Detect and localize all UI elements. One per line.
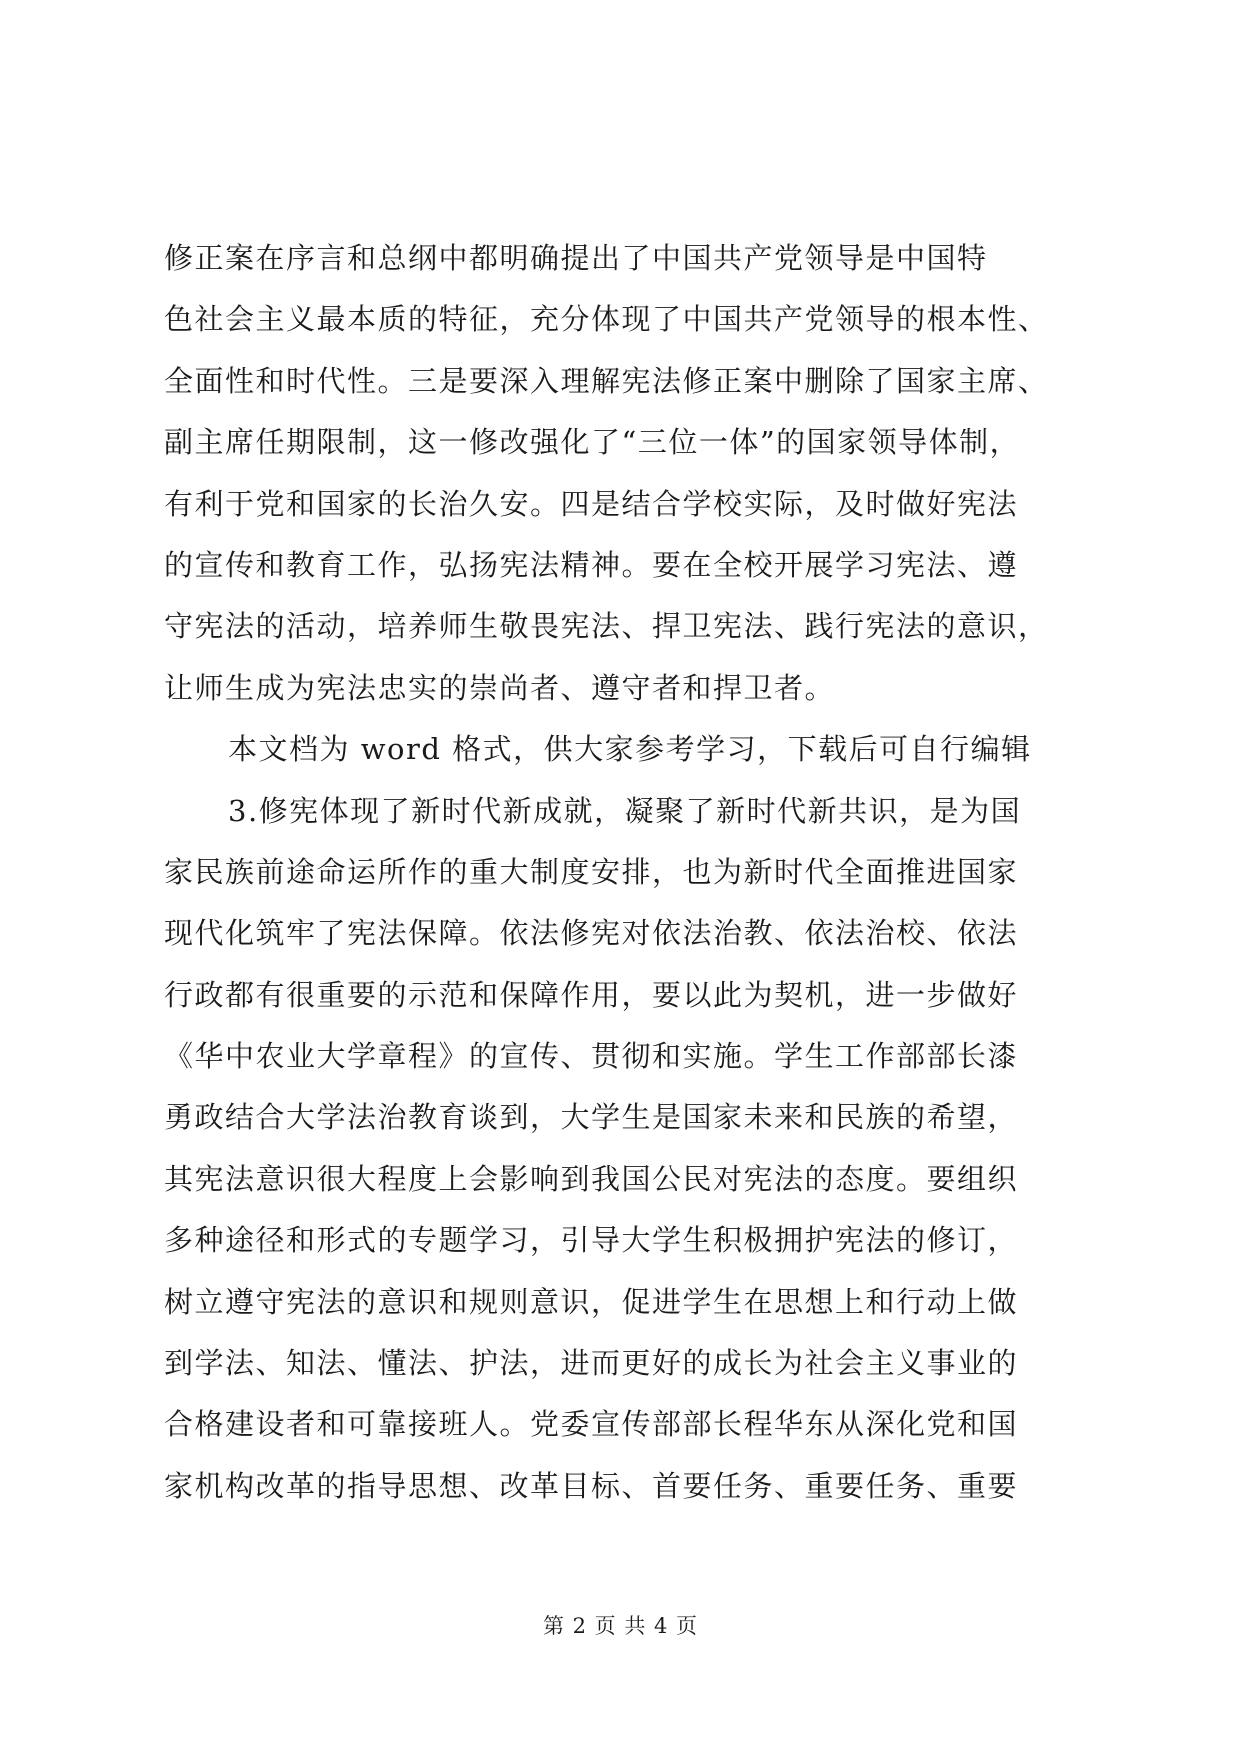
text-line: 《华中农业大学章程》的宣传、贯彻和实施。学生工作部部长漆 xyxy=(164,1039,1019,1074)
text-line: 行政都有很重要的示范和保障作用，要以此为契机，进一步做好 xyxy=(164,977,1019,1012)
text-line: 副主席任期限制，这一修改强化了“三位一体”的国家领导体制， xyxy=(164,425,1021,460)
text-line: 多种途径和形式的专题学习，引导大学生积极拥护宪法的修订， xyxy=(164,1223,1019,1258)
text-line: 现代化筑牢了宪法保障。依法修宪对依法治教、依法治校、依法 xyxy=(164,916,1019,951)
text-line: 让师生成为宪法忠实的崇尚者、遵守者和捍卫者。 xyxy=(164,670,836,705)
text-line: 3.修宪体现了新时代新成就，凝聚了新时代新共识，是为国 xyxy=(228,793,1022,828)
text-line: 全面性和时代性。三是要深入理解宪法修正案中删除了国家主席、 xyxy=(164,363,1049,398)
text-line: 修正案在序言和总纲中都明确提出了中国共产党领导是中国特 xyxy=(164,241,988,275)
text-line: 到学法、知法、懂法、护法，进而更好的成长为社会主义事业的 xyxy=(164,1346,1019,1381)
text-line: 家机构改革的指导思想、改革目标、首要任务、重要任务、重要 xyxy=(164,1468,1019,1503)
text-line: 合格建设者和可靠接班人。党委宣传部部长程华东从深化党和国 xyxy=(164,1407,1019,1442)
text-line: 守宪法的活动，培养师生敬畏宪法、捍卫宪法、践行宪法的意识， xyxy=(164,609,1049,644)
text-line: 本文档为 word 格式，供大家参考学习，下载后可自行编辑 xyxy=(228,732,1032,767)
document-body xyxy=(164,228,1124,1517)
page-footer: 第 2 页 共 4 页 xyxy=(542,1614,699,1638)
text-line: 其宪法意识很大程度上会影响到我国公民对宪法的态度。要组织 xyxy=(164,1161,1019,1196)
text-line: 有利于党和国家的长治久安。四是结合学校实际，及时做好宪法 xyxy=(164,486,1019,521)
text-line: 的宣传和教育工作，弘扬宪法精神。要在全校开展学习宪法、遵 xyxy=(164,547,1019,582)
text-line: 家民族前途命运所作的重大制度安排，也为新时代全面推进国家 xyxy=(164,854,1019,889)
text-line: 色社会主义最本质的特征，充分体现了中国共产党领导的根本性、 xyxy=(164,302,1049,337)
text-line: 勇政结合大学法治教育谈到，大学生是国家未来和民族的希望， xyxy=(164,1100,1019,1135)
text-line: 树立遵守宪法的意识和规则意识，促进学生在思想上和行动上做 xyxy=(164,1284,1019,1319)
